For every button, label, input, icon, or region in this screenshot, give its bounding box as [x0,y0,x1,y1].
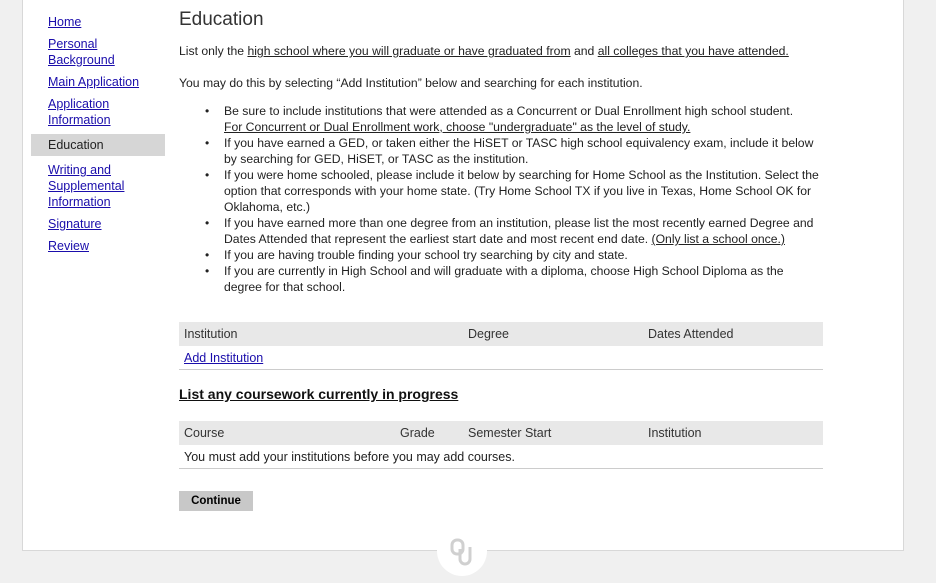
add-institution-link[interactable]: Add Institution [184,351,264,365]
column-course: Course [184,426,225,440]
note-list-once: (Only list a school once.) [651,232,785,246]
table-row [179,445,823,469]
page-title: Education [179,9,264,30]
note-multiple-degrees: If you have earned more than one degree from an institution, please list the most recently earned Degree and Dates Attended that represent the earliest start date and most recent end date. [224,216,814,246]
column-course-institution: Institution [648,426,702,440]
list-item [224,247,823,263]
continue-button[interactable]: Continue [179,491,253,511]
intro-colleges-text: all colleges that you have attended. [597,44,789,58]
column-grade: Grade [400,426,435,440]
sidebar-item-main-application[interactable] [31,74,165,90]
note-ged: If you have earned a GED, or taken either the HiSET or TASC high school equivalency exam, include it below by searching for GED, HiSET, or TASC as the institution. [224,136,814,166]
instruction-list [179,103,823,295]
note-concurrent-level: For Concurrent or Dual Enrollment work, choose "undergraduate" as the level of study. [224,120,691,134]
sidebar-item-signature[interactable] [31,216,165,232]
table-row [179,346,823,370]
sidebar-link-personal-background[interactable]: Personal Background [48,37,115,67]
sidebar-link-review[interactable]: Review [48,239,89,253]
sidebar-item-education [31,134,165,156]
coursework-heading: List any coursework currently in progress [179,386,459,402]
sidebar-link-application-information[interactable]: Application Information [48,97,111,127]
footer-logo-tab [437,528,487,576]
column-semester-start: Semester Start [468,426,552,440]
courses-table-header [179,421,823,445]
column-degree: Degree [468,327,509,341]
note-search-tip: If you are having trouble finding your school try searching by city and state. [224,248,628,262]
instruction-text: You may do this by selecting “Add Institution” below and searching for each institution. [179,76,643,90]
list-item [224,167,823,215]
sidebar-item-personal-background[interactable] [31,36,165,68]
column-institution: Institution [184,327,238,341]
note-home-school: If you were home schooled, please include it below by searching for Home School as the Institution. Select the option that corresponds with your home state. (Try Home School TX if you live in Texas, Home School OK for Oklahoma, etc.) [224,168,819,214]
sidebar-item-review[interactable] [31,238,165,254]
list-item [224,103,823,135]
sidebar-label-education: Education [48,138,104,152]
institutions-table-header [179,322,823,346]
list-item [224,263,823,295]
intro-text [179,43,789,59]
intro-prefix: List only the [179,44,248,58]
courses-empty-message: You must add your institutions before you may add courses. [184,450,515,464]
sidebar-link-home[interactable]: Home [48,15,82,29]
sidebar-link-writing-supplemental[interactable]: Writing and Supplemental Information [48,163,125,209]
note-concurrent: Be sure to include institutions that were attended as a Concurrent or Dual Enrollment high school student. [224,104,794,118]
ou-logo-icon [449,537,475,567]
sidebar-nav [31,14,165,260]
intro-middle: and [570,44,598,58]
sidebar-link-main-application[interactable]: Main Application [48,75,140,89]
intro-highschool-text: high school where you will graduate or have graduated from [247,44,571,58]
column-dates-attended: Dates Attended [648,327,734,341]
note-high-school-diploma: If you are currently in High School and will graduate with a diploma, choose High School Diploma as the degree for that school. [224,264,784,294]
sidebar-item-writing-supplemental[interactable] [31,162,165,210]
sidebar-item-application-information[interactable] [31,96,165,128]
sidebar-item-home[interactable] [31,14,165,30]
sidebar-link-signature[interactable]: Signature [48,217,102,231]
list-item [224,215,823,247]
list-item [224,135,823,167]
